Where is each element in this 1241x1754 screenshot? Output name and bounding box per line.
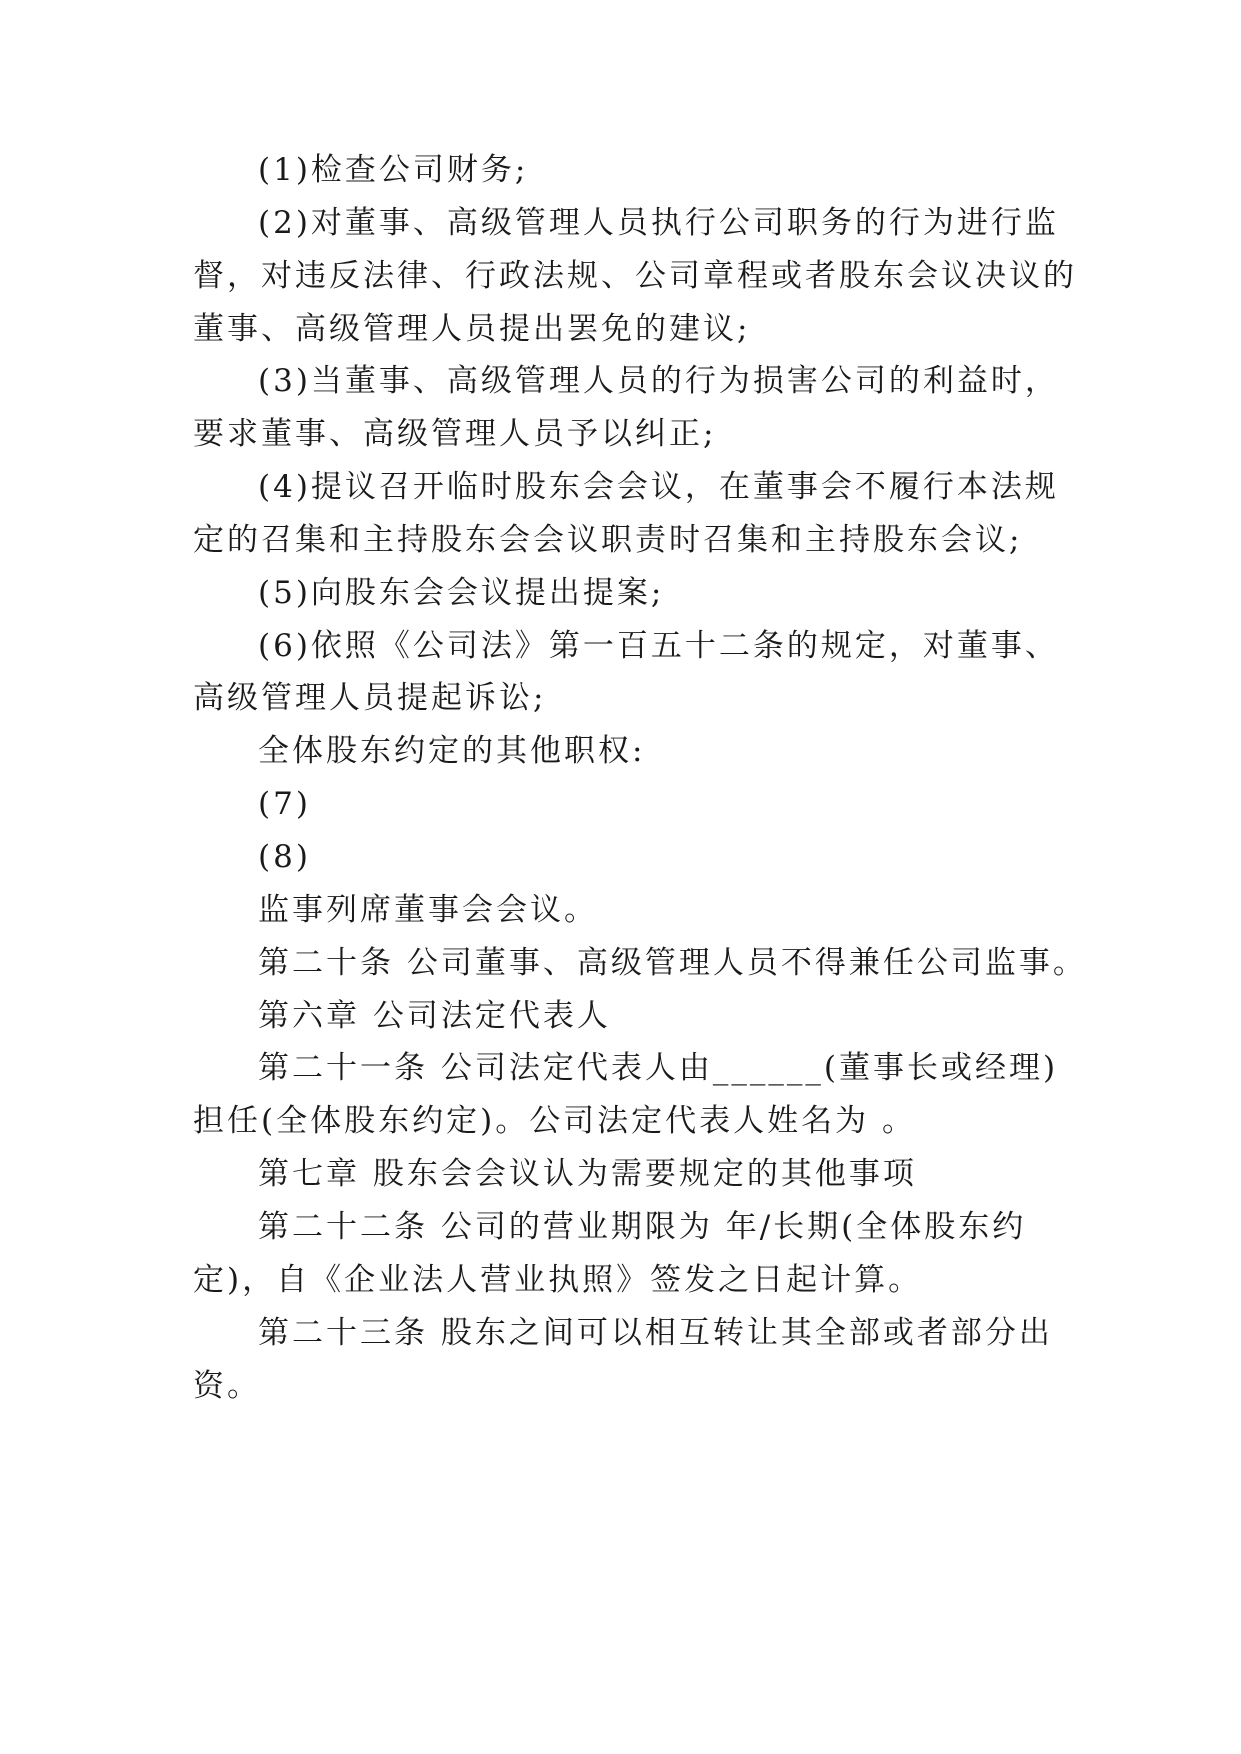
text-line-16: 第二十条 公司董事、高级管理人员不得兼任公司监事。 [258,945,1087,981]
text-line-10: (6)依照《公司法》第一百五十二条的规定，对董事、 [258,628,1059,664]
text-line-3: 督，对违反法律、行政法规、公司章程或者股东会议决议的 [193,258,1077,294]
text-line-18: 第二十一条 公司法定代表人由______(董事长或经理) [258,1050,1059,1086]
text-line-20: 第七章 股东会会议认为需要规定的其他事项 [258,1156,917,1192]
text-line-23: 第二十三条 股东之间可以相互转让其全部或者部分出 [258,1315,1053,1351]
text-line-21: 第二十二条 公司的营业期限为 年/长期(全体股东约 [258,1209,1027,1245]
text-line-9: (5)向股东会会议提出提案; [258,575,665,611]
text-line-12: 全体股东约定的其他职权: [258,733,646,769]
text-line-17: 第六章 公司法定代表人 [258,998,611,1034]
text-line-8: 定的召集和主持股东会会议职责时召集和主持股东会议; [193,522,1023,558]
text-line-14: (8) [258,839,311,875]
text-line-22: 定)，自《企业法人营业执照》签发之日起计算。 [193,1262,923,1298]
text-line-1: (1)检查公司财务; [258,152,529,188]
text-line-13: (7) [258,786,311,822]
text-line-7: (4)提议召开临时股东会会议，在董事会不履行本法规 [258,469,1059,505]
text-line-24: 资。 [193,1368,261,1404]
text-line-5: (3)当董事、高级管理人员的行为损害公司的利益时， [258,363,1059,399]
text-line-4: 董事、高级管理人员提出罢免的建议; [193,311,751,347]
text-line-19: 担任(全体股东约定)。公司法定代表人姓名为 。 [193,1103,917,1139]
text-line-11: 高级管理人员提起诉讼; [193,680,547,716]
text-line-2: (2)对董事、高级管理人员执行公司职务的行为进行监 [258,205,1059,241]
text-line-15: 监事列席董事会会议。 [258,892,598,928]
text-line-6: 要求董事、高级管理人员予以纠正; [193,416,717,452]
